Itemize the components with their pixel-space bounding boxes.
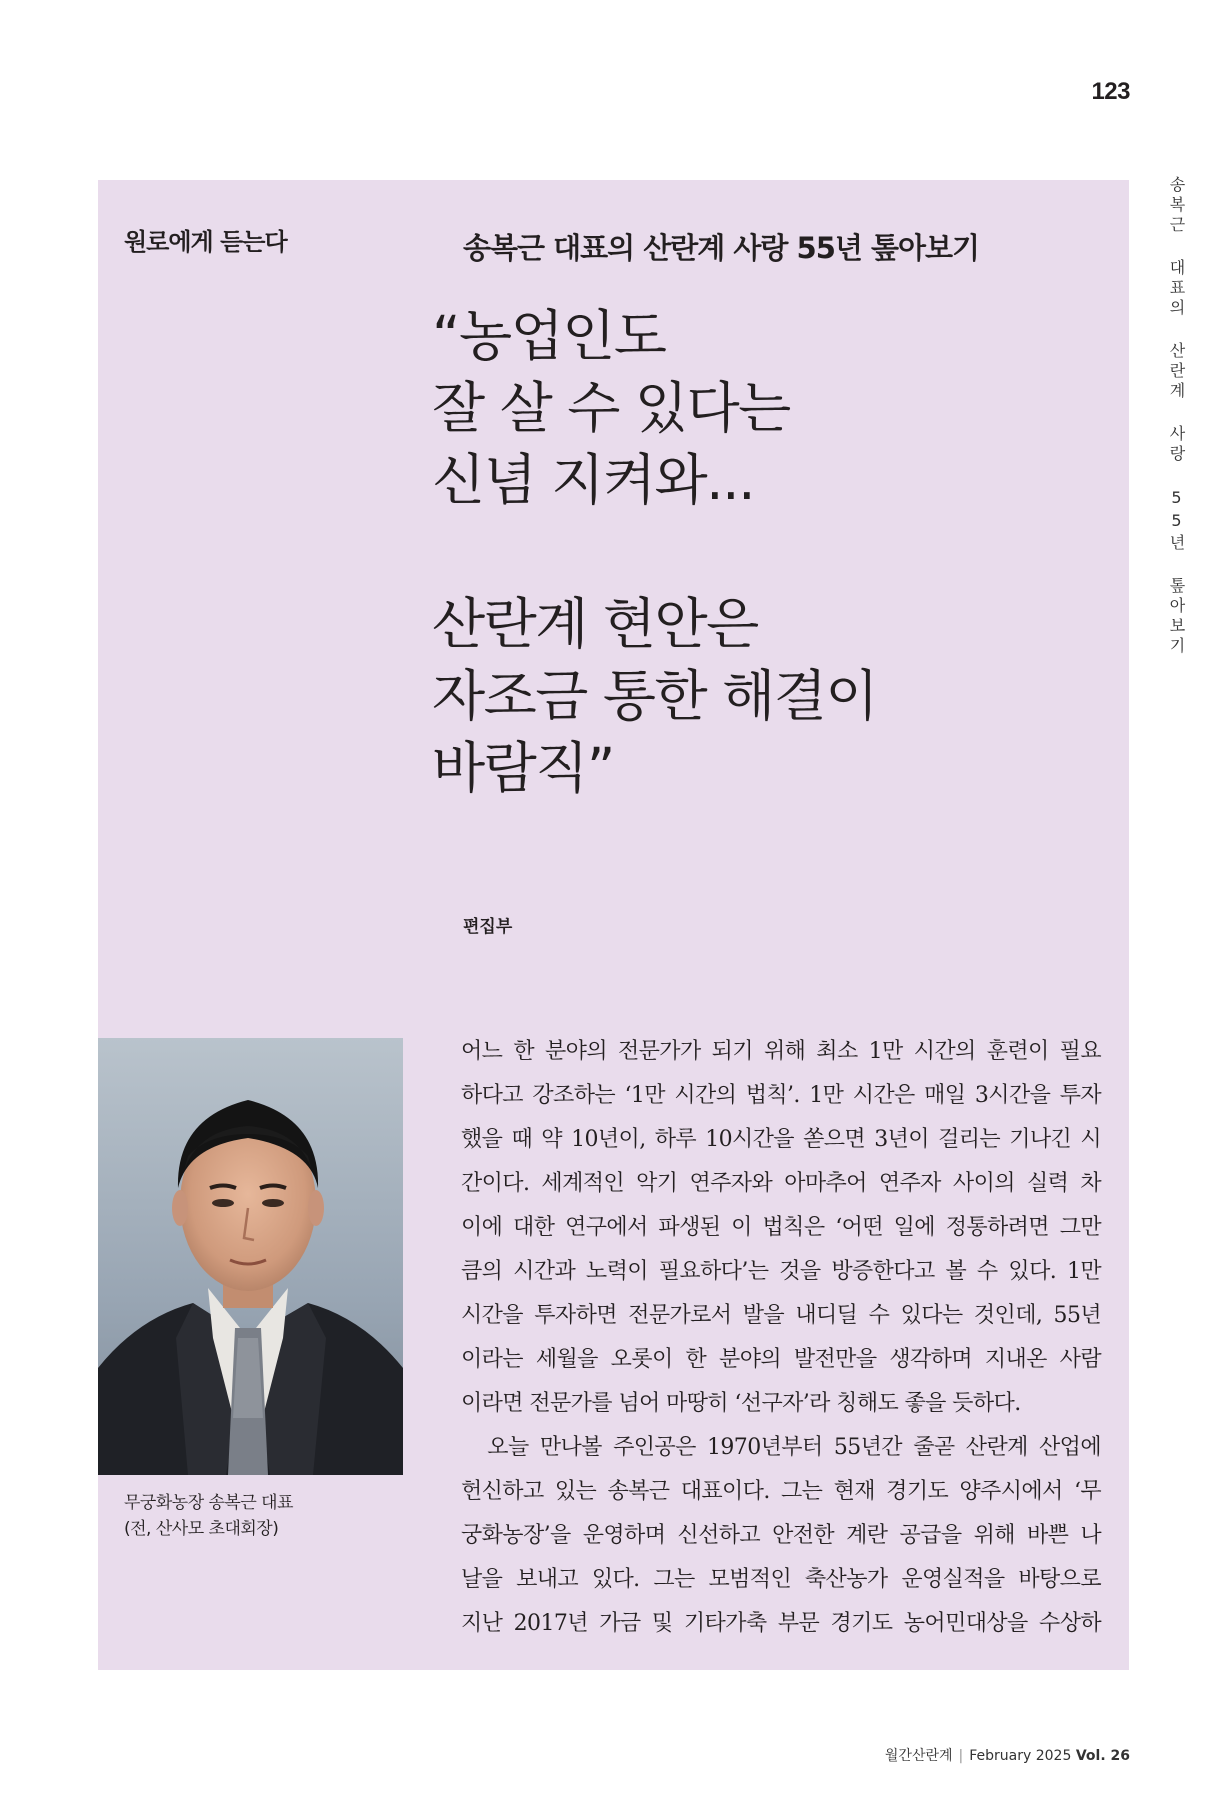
body-line: 오늘 만나볼 주인공은 1970년부터 55년간 줄곧 산란계 산업에 (461, 1435, 1101, 1460)
portrait-photo (98, 1038, 403, 1475)
article-body (461, 1030, 1101, 1646)
headline-line: 산란계 현안은 (432, 592, 758, 656)
body-line: 간이다. 세계적인 악기 연주자와 아마추어 연주자 사이의 실력 차 (461, 1171, 1101, 1196)
side-running-title: 송복근 대표의 산란계 사랑 55년 톺아보기 (1167, 176, 1186, 657)
article-headline (432, 300, 1072, 804)
body-line: 헌신하고 있는 송복근 대표이다. 그는 현재 경기도 양주시에서 ‘무 (461, 1479, 1101, 1504)
footer-volume: Vol. 26 (1075, 1748, 1130, 1764)
page-number: 123 (1091, 78, 1130, 105)
headline-line: 자조금 통한 해결이 (432, 664, 878, 728)
body-line: 하다고 강조하는 ‘1만 시간의 법칙’. 1만 시간은 매일 3시간을 투자 (461, 1083, 1101, 1108)
body-line: 이라는 세월을 오롯이 한 분야의 발전만을 생각하며 지내온 사람 (461, 1347, 1101, 1372)
body-line: 시간을 투자하면 전문가로서 발을 내디딜 수 있다는 것인데, 55년 (461, 1303, 1101, 1328)
section-label: 원로에게 듣는다 (124, 228, 287, 256)
body-line: 이라면 전문가를 넘어 마땅히 ‘선구자’라 칭해도 좋을 듯하다. (461, 1391, 1021, 1416)
body-line: 큼의 시간과 노력이 필요하다’는 것을 방증한다고 볼 수 있다. 1만 (461, 1259, 1101, 1284)
footer-issue: February 2025 (969, 1748, 1072, 1764)
article-subhead: 송복근 대표의 산란계 사랑 55년 톺아보기 (463, 231, 980, 265)
headline-line: 잘 살 수 있다는 (432, 376, 790, 440)
photo-caption (124, 1490, 293, 1542)
byline: 편집부 (463, 917, 513, 937)
body-line: 날을 보내고 있다. 그는 모범적인 축산농가 운영실적을 바탕으로 (461, 1567, 1101, 1592)
body-line: 궁화농장’을 운영하며 신선하고 안전한 계란 공급을 위해 바쁜 나 (461, 1523, 1101, 1548)
caption-line: 무궁화농장 송복근 대표 (124, 1493, 294, 1513)
page-footer: 월간산란계 | February 2025 Vol. 26 (884, 1748, 1130, 1764)
body-line: 지난 2017년 가금 및 기타가축 부문 경기도 농어민대상을 수상하 (461, 1611, 1101, 1636)
body-line: 이에 대한 연구에서 파생된 이 법칙은 ‘어떤 일에 정통하려면 그만 (461, 1215, 1101, 1240)
headline-line: 신념 지켜와... (432, 448, 755, 512)
footer-magazine: 월간산란계 (884, 1748, 953, 1764)
body-line: 어느 한 분야의 전문가가 되기 위해 최소 1만 시간의 훈련이 필요 (461, 1039, 1101, 1064)
body-line: 했을 때 약 10년이, 하루 10시간을 쏟으면 3년이 걸리는 기나긴 시 (461, 1127, 1101, 1152)
headline-line: 바람직” (432, 736, 614, 800)
headline-line: “농업인도 (432, 304, 666, 368)
caption-line: (전, 산사모 초대회장) (124, 1519, 279, 1539)
